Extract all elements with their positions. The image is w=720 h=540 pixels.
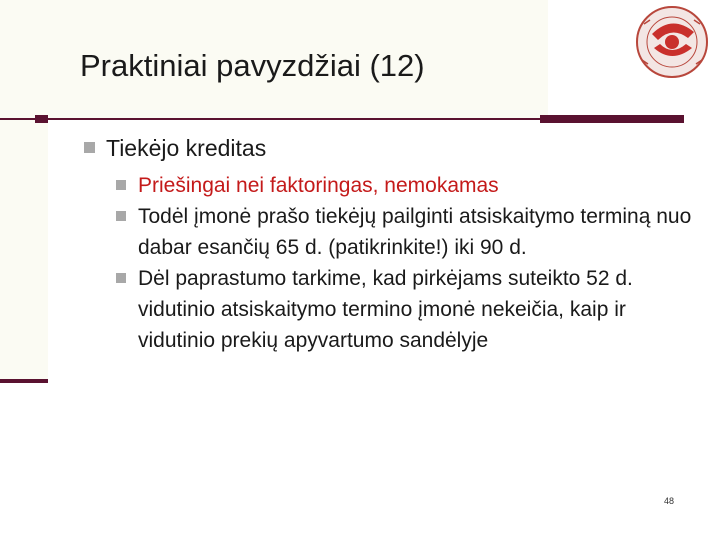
bullet-level1 — [84, 134, 704, 162]
slide-body — [84, 134, 704, 356]
square-bullet-icon — [116, 211, 126, 221]
square-bullet-icon — [84, 142, 95, 153]
university-seal-icon — [624, 4, 720, 88]
sub-bullet-text: Dėl paprastumo tarkime, kad pirkėjams suteikto 52 d. vidutinio atsiskaitymo termino įmonė nekeičia, kaip ir vidutinio prekių apyvartumo sandėlyje — [138, 267, 633, 352]
divider-marker-right — [540, 115, 684, 123]
bullet-text: Tiekėjo kreditas — [106, 135, 267, 161]
title-divider — [0, 115, 720, 123]
sub-bullet — [116, 201, 704, 263]
sub-bullet-text: Todėl įmonė prašo tiekėjų pailginti atsiskaitymo terminą nuo dabar esančių 65 d. (patikrinkite!) iki 90 d. — [138, 205, 692, 259]
sub-bullet-text: Priešingai nei faktoringas, nemokamas — [138, 174, 499, 197]
sub-bullet — [116, 170, 704, 201]
left-frame-rule — [0, 379, 48, 383]
sub-bullet — [116, 263, 704, 356]
square-bullet-icon — [116, 273, 126, 283]
divider-marker-left — [35, 115, 48, 123]
page-number: 48 — [664, 496, 675, 506]
slide-title: Praktiniai pavyzdžiai (12) — [80, 48, 425, 83]
square-bullet-icon — [116, 180, 126, 190]
left-frame-bar — [0, 0, 48, 383]
